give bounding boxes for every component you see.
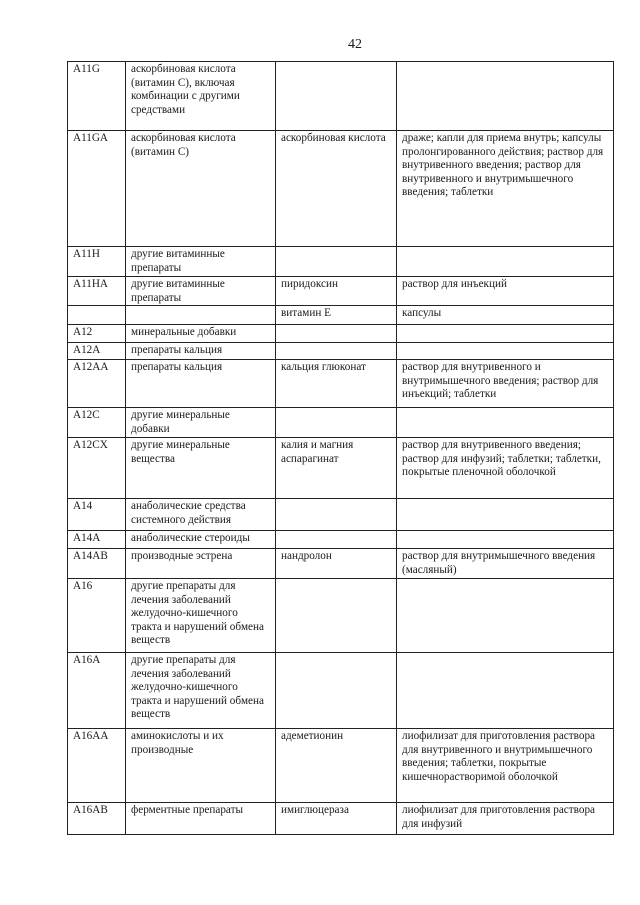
atc-code-cell: A12C (68, 408, 126, 438)
drug-name-cell (276, 653, 397, 729)
dosage-form-cell (397, 499, 614, 531)
table-row (68, 408, 614, 438)
atc-code-cell: A11G (68, 62, 126, 131)
dosage-form-cell (397, 247, 614, 277)
drug-name-cell: пиридоксин (276, 277, 397, 306)
dosage-form-cell (397, 343, 614, 360)
drug-name-cell (276, 62, 397, 131)
drug-name-cell (276, 579, 397, 653)
table-row (68, 653, 614, 729)
group-name-cell: другие минеральные добавки (126, 408, 276, 438)
group-name-cell: производные эстрена (126, 549, 276, 579)
table-row (68, 499, 614, 531)
table-row (68, 360, 614, 408)
group-name-cell: минеральные добавки (126, 325, 276, 343)
dosage-form-cell: раствор для инъекций (397, 277, 614, 306)
drug-name-cell: имиглюцераза (276, 803, 397, 835)
atc-code-cell: A11H (68, 247, 126, 277)
table-row (68, 803, 614, 835)
drug-name-cell (276, 499, 397, 531)
atc-code-cell: A12AA (68, 360, 126, 408)
drug-name-cell (276, 408, 397, 438)
dosage-form-cell: раствор для внутривенного введения; раствор для инфузий; таблетки; таблетки, покрытые пленочной оболочкой (397, 438, 614, 499)
group-name-cell: другие препараты для лечения заболеваний желудочно-кишечного тракта и нарушений обмена веществ (126, 653, 276, 729)
drug-name-cell: калия и магния аспарагинат (276, 438, 397, 499)
atc-code-cell: A12A (68, 343, 126, 360)
atc-code-cell: A16AA (68, 729, 126, 803)
atc-code-cell: A11GA (68, 131, 126, 247)
dosage-form-cell (397, 531, 614, 549)
group-name-cell: ферментные препараты (126, 803, 276, 835)
group-name-cell: другие витаминные препараты (126, 277, 276, 306)
page-number: 42 (348, 37, 362, 52)
group-name-cell: другие витаминные препараты (126, 247, 276, 277)
group-name-cell: другие препараты для лечения заболеваний желудочно-кишечного тракта и нарушений обмена веществ (126, 579, 276, 653)
table-row (68, 531, 614, 549)
group-name-cell: препараты кальция (126, 343, 276, 360)
atc-code-cell: A16A (68, 653, 126, 729)
drug-name-cell: адеметионин (276, 729, 397, 803)
drug-table (67, 61, 614, 835)
table-row (68, 306, 614, 325)
table-row (68, 549, 614, 579)
group-name-cell: аминокислоты и их производные (126, 729, 276, 803)
dosage-form-cell: раствор для внутримышечного введения (масляный) (397, 549, 614, 579)
dosage-form-cell: лиофилизат для приготовления раствора для инфузий (397, 803, 614, 835)
dosage-form-cell (397, 579, 614, 653)
dosage-form-cell (397, 62, 614, 131)
drug-name-cell: витамин Е (276, 306, 397, 325)
drug-name-cell (276, 325, 397, 343)
drug-name-cell (276, 247, 397, 277)
table-row (68, 131, 614, 247)
atc-code-cell: A14 (68, 499, 126, 531)
atc-code-cell: A16AB (68, 803, 126, 835)
drug-name-cell: аскорбиновая кислота (276, 131, 397, 247)
group-name-cell: анаболические средства системного действия (126, 499, 276, 531)
dosage-form-cell: лиофилизат для приготовления раствора для внутривенного и внутримышечного введения; таблетки, покрытые кишечнорастворимой оболочкой (397, 729, 614, 803)
group-name-cell (126, 306, 276, 325)
group-name-cell: аскорбиновая кислота (витамин С), включая комбинации с другими средствами (126, 62, 276, 131)
table-row (68, 62, 614, 131)
table-row (68, 277, 614, 306)
dosage-form-cell: капсулы (397, 306, 614, 325)
table-row (68, 729, 614, 803)
atc-code-cell: A14A (68, 531, 126, 549)
drug-name-cell (276, 531, 397, 549)
dosage-form-cell (397, 325, 614, 343)
drug-name-cell: кальция глюконат (276, 360, 397, 408)
atc-code-cell: A11HA (68, 277, 126, 306)
atc-code-cell: A14AB (68, 549, 126, 579)
atc-code-cell: A12 (68, 325, 126, 343)
drug-name-cell: нандролон (276, 549, 397, 579)
atc-code-cell (68, 306, 126, 325)
group-name-cell: препараты кальция (126, 360, 276, 408)
table-row (68, 343, 614, 360)
group-name-cell: другие минеральные вещества (126, 438, 276, 499)
drug-name-cell (276, 343, 397, 360)
dosage-form-cell: драже; капли для приема внутрь; капсулы пролонгированного действия; раствор для внутривенного введения; раствор для внутривенного и внутримышечного введения; таблетки (397, 131, 614, 247)
table-row (68, 438, 614, 499)
dosage-form-cell (397, 653, 614, 729)
table-row (68, 579, 614, 653)
atc-code-cell: A16 (68, 579, 126, 653)
table-row (68, 247, 614, 277)
group-name-cell: аскорбиновая кислота (витамин С) (126, 131, 276, 247)
dosage-form-cell: раствор для внутривенного и внутримышечного введения; раствор для инъекций; таблетки (397, 360, 614, 408)
dosage-form-cell (397, 408, 614, 438)
group-name-cell: анаболические стероиды (126, 531, 276, 549)
table-row (68, 325, 614, 343)
atc-code-cell: A12CX (68, 438, 126, 499)
